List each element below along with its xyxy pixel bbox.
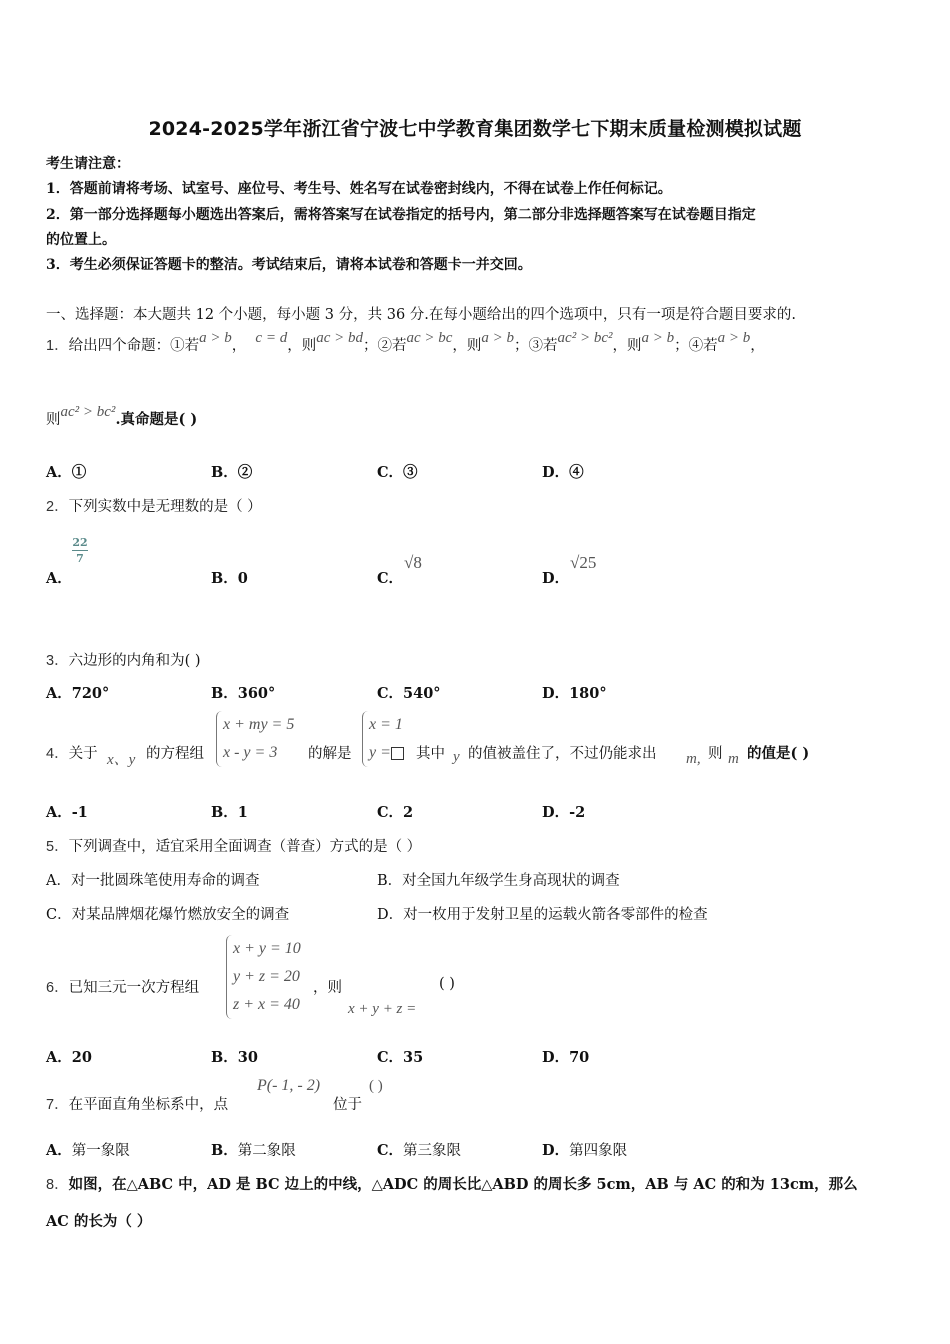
- question-1: [46, 330, 765, 355]
- math: ac² > bc²: [60, 404, 116, 420]
- answer-paren: ( ): [369, 1078, 383, 1094]
- option-a[interactable]: A．20: [46, 1049, 92, 1066]
- q4-text: 的方程组: [146, 746, 204, 762]
- question-number: 6．: [46, 980, 69, 996]
- notice-header: 考生请注意：: [46, 156, 130, 172]
- option-d[interactable]: D．对一枚用于发射卫星的运载火箭各零部件的检查: [377, 907, 708, 923]
- section-heading: 一、选择题：本大题共 12 个小题，每小题 3 分，共 36 分.在每小题给出的四个选项中，只有一项是符合题目要求的.: [46, 307, 796, 323]
- q1-text: ，: [231, 338, 247, 354]
- option-d[interactable]: D．70: [542, 1049, 590, 1066]
- option-a[interactable]: A．①: [46, 464, 87, 481]
- question-number: 2．: [46, 499, 69, 515]
- q6-text: 已知三元一次方程组: [68, 980, 200, 996]
- option-b[interactable]: B．1: [211, 804, 248, 821]
- option-c[interactable]: C．35: [377, 1049, 424, 1066]
- notice-item: 3．考生必须保证答题卡的整洁。考试结束后，请将本试卷和答题卡一并交回。: [46, 257, 532, 273]
- fraction-denominator: 7: [76, 552, 84, 565]
- option-c[interactable]: C．对某品牌烟花爆竹燃放安全的调查: [46, 907, 290, 923]
- question-number: 4．: [46, 746, 69, 762]
- equation-system: [216, 711, 294, 767]
- question-3: [46, 649, 201, 670]
- math: m,: [686, 751, 701, 767]
- math: ac > bd: [316, 330, 363, 346]
- q4-text: 的值被盖住了，不过仍能求出: [468, 746, 657, 762]
- option-d[interactable]: D．-2: [542, 804, 586, 821]
- option-b[interactable]: B．第二象限: [211, 1142, 296, 1159]
- math: a > b: [641, 330, 675, 346]
- q3-text: 六边形的内角和为( ): [68, 653, 201, 669]
- q4-text: 的值是( ): [747, 745, 810, 762]
- option-a[interactable]: A．第一象限: [46, 1142, 130, 1159]
- option-b[interactable]: B．对全国九年级学生身高现状的调查: [377, 873, 620, 889]
- option-a[interactable]: A．-1: [46, 804, 88, 821]
- question-6-number: [46, 976, 199, 997]
- math: m: [728, 751, 739, 767]
- question-5: [46, 835, 421, 856]
- notice-item: 1．答题前请将考场、试室号、座位号、考生号、姓名写在试卷密封线内，不得在试卷上作任何标记。: [46, 181, 672, 197]
- q1-text: ，则: [287, 338, 317, 354]
- option-text: 第一象限: [71, 1143, 130, 1159]
- question-7-number: [46, 1093, 228, 1114]
- q4-text: 则: [708, 746, 723, 762]
- question-4-number: [46, 742, 98, 763]
- option-b[interactable]: B．0: [211, 570, 248, 587]
- q4-text: 关于: [68, 746, 98, 762]
- q4-text: 其中: [416, 746, 445, 762]
- option-b[interactable]: B．30: [211, 1049, 258, 1066]
- equation: y + z = 20: [233, 968, 300, 985]
- sqrt-expression: √8: [404, 553, 422, 572]
- equation: z + x = 40: [233, 996, 300, 1013]
- option-d[interactable]: D．第四象限: [542, 1142, 628, 1159]
- answer-paren: ( ): [439, 976, 455, 992]
- option-b[interactable]: B．360°: [211, 685, 276, 702]
- question-number: 8．: [46, 1177, 69, 1193]
- equation: x + my = 5: [223, 716, 295, 733]
- math: a > b: [199, 330, 232, 346]
- math: ac² > bc²: [557, 330, 613, 346]
- q6-text: ，则: [313, 980, 342, 996]
- page-title: 2024-2025学年浙江省宁波七中学教育集团数学七下期末质量检测模拟试题: [148, 118, 802, 140]
- q7-text: 位于: [333, 1097, 362, 1113]
- equation: y =: [369, 744, 391, 761]
- option-b[interactable]: B．②: [211, 464, 253, 481]
- fraction-bar: [72, 550, 88, 551]
- math: x + y + z =: [348, 1001, 417, 1017]
- equation: x - y = 3: [223, 744, 278, 761]
- q7-text: 在平面直角坐标系中，点: [68, 1097, 229, 1113]
- equation: x + y = 10: [233, 940, 301, 957]
- option-d[interactable]: D．: [542, 570, 570, 587]
- question-number: 1．: [46, 338, 69, 354]
- q5-text: 下列调查中，适宜采用全面调查（普查）方式的是（ ）: [68, 839, 422, 855]
- option-a[interactable]: A．: [46, 570, 72, 587]
- option-d[interactable]: D．180°: [542, 685, 607, 702]
- q1-text: .真命题是( ): [115, 411, 198, 428]
- notice-item: 的位置上。: [46, 232, 116, 248]
- q1-text: ；②若: [362, 338, 407, 354]
- option-text: 第二象限: [237, 1143, 296, 1159]
- option-c[interactable]: C．2: [377, 804, 414, 821]
- option-text: 第四象限: [569, 1143, 628, 1159]
- fraction-numerator: 22: [72, 536, 88, 549]
- question-8-line2: AC 的长为（ ）: [46, 1213, 152, 1230]
- option-a[interactable]: A．720°: [46, 685, 110, 702]
- q1-text: ，则: [612, 338, 642, 354]
- solution-system: [362, 711, 404, 767]
- math: x、y: [107, 752, 136, 768]
- q1-text: ；③若: [514, 338, 558, 354]
- question-2: [46, 495, 262, 516]
- option-d[interactable]: D．④: [542, 464, 584, 481]
- q1-text: 给出四个命题：①若: [68, 338, 200, 354]
- question-number: 3．: [46, 653, 69, 669]
- notice-item: 2．第一部分选择题每小题选出答案后，需将答案写在试卷指定的括号内，第二部分非选择题答案写在试卷题目指定: [46, 207, 756, 223]
- question-number: 7．: [46, 1097, 69, 1113]
- option-c[interactable]: C．: [377, 570, 404, 587]
- option-c[interactable]: C．第三象限: [377, 1142, 462, 1159]
- equation-system: [226, 935, 301, 1019]
- question-8: [46, 1173, 858, 1194]
- math: a > b: [717, 330, 751, 346]
- option-c[interactable]: C．③: [377, 464, 418, 481]
- math: y: [453, 749, 460, 765]
- equation: x = 1: [369, 716, 403, 733]
- question-number: 5．: [46, 839, 69, 855]
- fraction: [72, 536, 88, 565]
- math: ac > bc: [406, 330, 453, 346]
- q8-text: 如图，在△ABC 中，AD 是 BC 边上的中线，△ADC 的周长比△ABD 的周长多 5cm，AB 与 AC 的和为 13cm，那么: [68, 1176, 858, 1193]
- math: a > b: [481, 330, 515, 346]
- q4-text: 的解是: [308, 746, 352, 762]
- q1-text: ，: [750, 338, 765, 354]
- option-c[interactable]: C．540°: [377, 685, 441, 702]
- math: c = d: [255, 330, 288, 346]
- q2-text: 下列实数中是无理数的是（ ）: [68, 499, 262, 515]
- covered-box: [391, 747, 404, 760]
- question-1-line2: [46, 404, 198, 429]
- q1-text: ；④若: [674, 338, 718, 354]
- option-text: 第三象限: [403, 1143, 462, 1159]
- q1-text: 则: [46, 412, 61, 428]
- option-a[interactable]: A．对一批圆珠笔使用寿命的调查: [46, 873, 260, 889]
- q1-text: ，则: [452, 338, 482, 354]
- sqrt-expression: √25: [570, 553, 597, 572]
- point-coordinates: P(- 1, - 2): [257, 1077, 321, 1094]
